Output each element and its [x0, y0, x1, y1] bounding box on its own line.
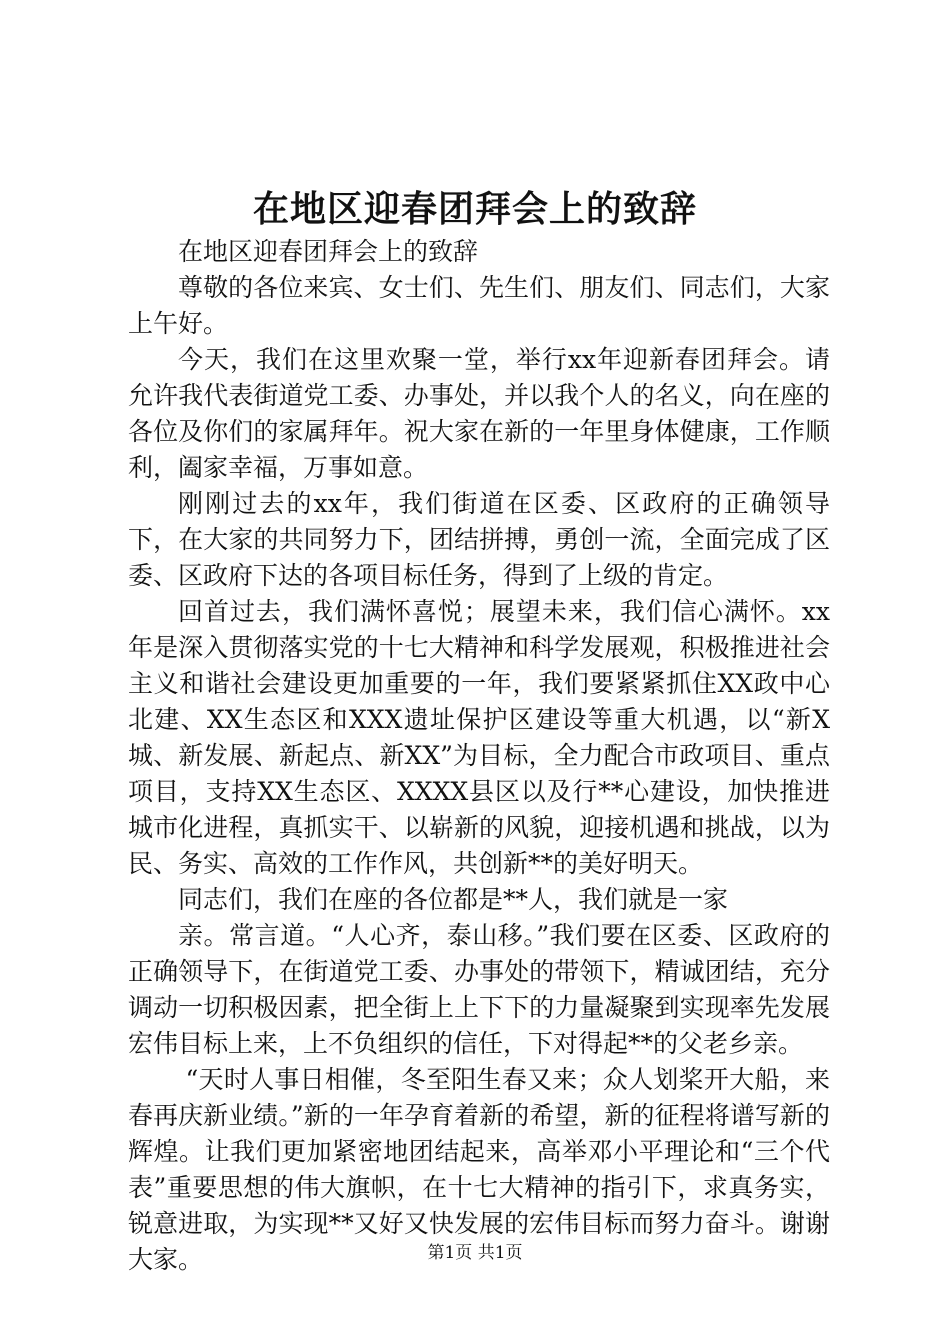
- document-body: [128, 234, 830, 1278]
- paragraph-past-year: 刚刚过去的xx年，我们街道在区委、区政府的正确领导下，在大家的共同努力下，团结拼搏，勇创一流，全面完成了区委、区政府下达的各项目标任务，得到了上级的肯定。: [128, 489, 830, 590]
- paragraph-subtitle: 在地区迎春团拜会上的致辞: [178, 237, 479, 266]
- document-title: 在地区迎春团拜会上的致辞: [252, 188, 697, 230]
- paragraph-unity: 亲。常言道。“人心齐，泰山移。”我们要在区委、区政府的正确领导下，在街道党工委、办事处的带领下，精诚团结，充分调动一切积极因素，把全街上上下下的力量凝聚到实现率先发展宏伟目标上来，上不负组织的信任，下对得起**的父老乡亲。: [128, 921, 830, 1058]
- paragraph-closing: “天时人事日相催，冬至阳生春又来；众人划桨开大船，来春再庆新业绩。”新的一年孕育着新的希望，新的征程将谱写新的辉煌。让我们更加紧密地团结起来，高举邓小平理论和“三个代表”重要思想的伟大旗帜，在十七大精神的指引下，求真务实，锐意进取，为实现**又好又快发展的宏伟目标而努力奋斗。谢谢大家。: [128, 1065, 830, 1274]
- paragraph-outlook: 回首过去，我们满怀喜悦；展望未来，我们信心满怀。xx年是深入贯彻落实党的十七大精神和科学发展观，积极推进社会主义和谐社会建设更加重要的一年，我们要紧紧抓住XX政中心北建、XX生态区和XXX遗址保护区建设等重大机遇，以“新X城、新发展、新起点、新XX”为目标，全力配合市政项目、重点项目，支持XX生态区、XXXX县区以及行**心建设，加快推进城市化进程，真抓实干、以崭新的风貌，迎接机遇和挑战，以为民、务实、高效的工作作风，共创新**的美好明天。: [128, 597, 830, 878]
- page-footer: 第1页 共1页: [427, 1243, 523, 1263]
- paragraph-greeting: 尊敬的各位来宾、女士们、先生们、朋友们、同志们，大家上午好。: [128, 273, 830, 338]
- paragraph-new-year: 今天，我们在这里欢聚一堂，举行xx年迎新春团拜会。请允许我代表街道党工委、办事处，并以我个人的名义，向在座的各位及你们的家属拜年。祝大家在新的一年里身体健康，工作顺利，阖家幸福，万事如意。: [128, 345, 830, 482]
- paragraph-comrades: 同志们，我们在座的各位都是**人，我们就是一家: [178, 885, 729, 914]
